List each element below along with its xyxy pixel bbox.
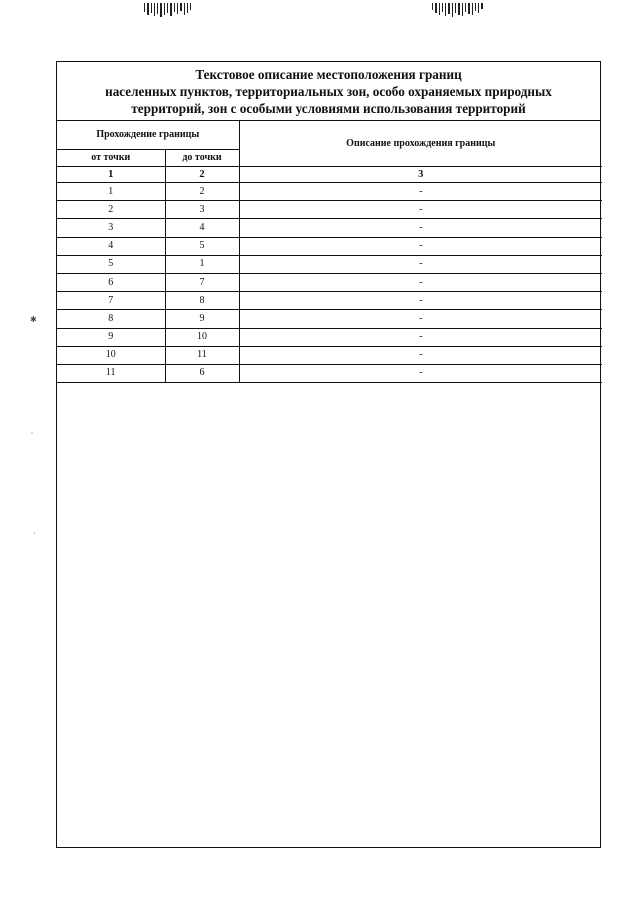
- to-point-cell: 3: [165, 201, 239, 219]
- table-row: [57, 255, 602, 273]
- to-point-cell: 10: [165, 328, 239, 346]
- table-row: [57, 237, 602, 255]
- scan-speck: ✱: [30, 315, 37, 324]
- boundary-table: [57, 121, 602, 383]
- description-cell: -: [239, 346, 602, 364]
- header-to-point: до точки: [165, 150, 239, 167]
- table-row: [57, 219, 602, 237]
- to-point-cell: 7: [165, 273, 239, 291]
- to-point-cell: 6: [165, 364, 239, 382]
- description-cell: -: [239, 328, 602, 346]
- table-row: [57, 364, 602, 382]
- table-row: [57, 201, 602, 219]
- form-frame: [56, 61, 601, 848]
- table-row: [57, 292, 602, 310]
- from-point-cell: 11: [57, 364, 165, 382]
- header-boundary-passage: Прохождение границы: [57, 121, 239, 150]
- to-point-cell: 1: [165, 255, 239, 273]
- table-row: [57, 310, 602, 328]
- from-point-cell: 5: [57, 255, 165, 273]
- description-cell: -: [239, 219, 602, 237]
- from-point-cell: 8: [57, 310, 165, 328]
- scan-speck: ·: [33, 529, 36, 538]
- header-description: Описание прохождения границы: [239, 121, 602, 167]
- scanner-barcode-mark: [432, 3, 483, 17]
- table-row: [57, 346, 602, 364]
- from-point-cell: 1: [57, 183, 165, 201]
- to-point-cell: 5: [165, 237, 239, 255]
- table-row: [57, 273, 602, 291]
- description-cell: -: [239, 255, 602, 273]
- column-number: 3: [239, 167, 602, 183]
- table-row: [57, 328, 602, 346]
- scan-speck: ᵕ: [31, 429, 34, 438]
- from-point-cell: 3: [57, 219, 165, 237]
- from-point-cell: 10: [57, 346, 165, 364]
- description-cell: -: [239, 273, 602, 291]
- to-point-cell: 11: [165, 346, 239, 364]
- from-point-cell: 9: [57, 328, 165, 346]
- description-cell: -: [239, 201, 602, 219]
- description-cell: -: [239, 310, 602, 328]
- title-line: Текстовое описание местоположения границ: [195, 67, 462, 82]
- to-point-cell: 9: [165, 310, 239, 328]
- header-from-point: от точки: [57, 150, 165, 167]
- title-line: территорий, зон с особыми условиями использования территорий: [131, 101, 526, 116]
- scanner-barcode-mark: [144, 3, 191, 17]
- description-cell: -: [239, 364, 602, 382]
- column-number: 2: [165, 167, 239, 183]
- from-point-cell: 7: [57, 292, 165, 310]
- description-cell: -: [239, 292, 602, 310]
- column-number-row: [57, 167, 602, 183]
- from-point-cell: 2: [57, 201, 165, 219]
- description-cell: -: [239, 183, 602, 201]
- description-cell: -: [239, 237, 602, 255]
- table-row: [57, 183, 602, 201]
- column-number: 1: [57, 167, 165, 183]
- to-point-cell: 4: [165, 219, 239, 237]
- to-point-cell: 8: [165, 292, 239, 310]
- title-line: населенных пунктов, территориальных зон, особо охраняемых природных: [105, 84, 552, 99]
- from-point-cell: 4: [57, 237, 165, 255]
- to-point-cell: 2: [165, 183, 239, 201]
- from-point-cell: 6: [57, 273, 165, 291]
- document-title: [57, 62, 600, 121]
